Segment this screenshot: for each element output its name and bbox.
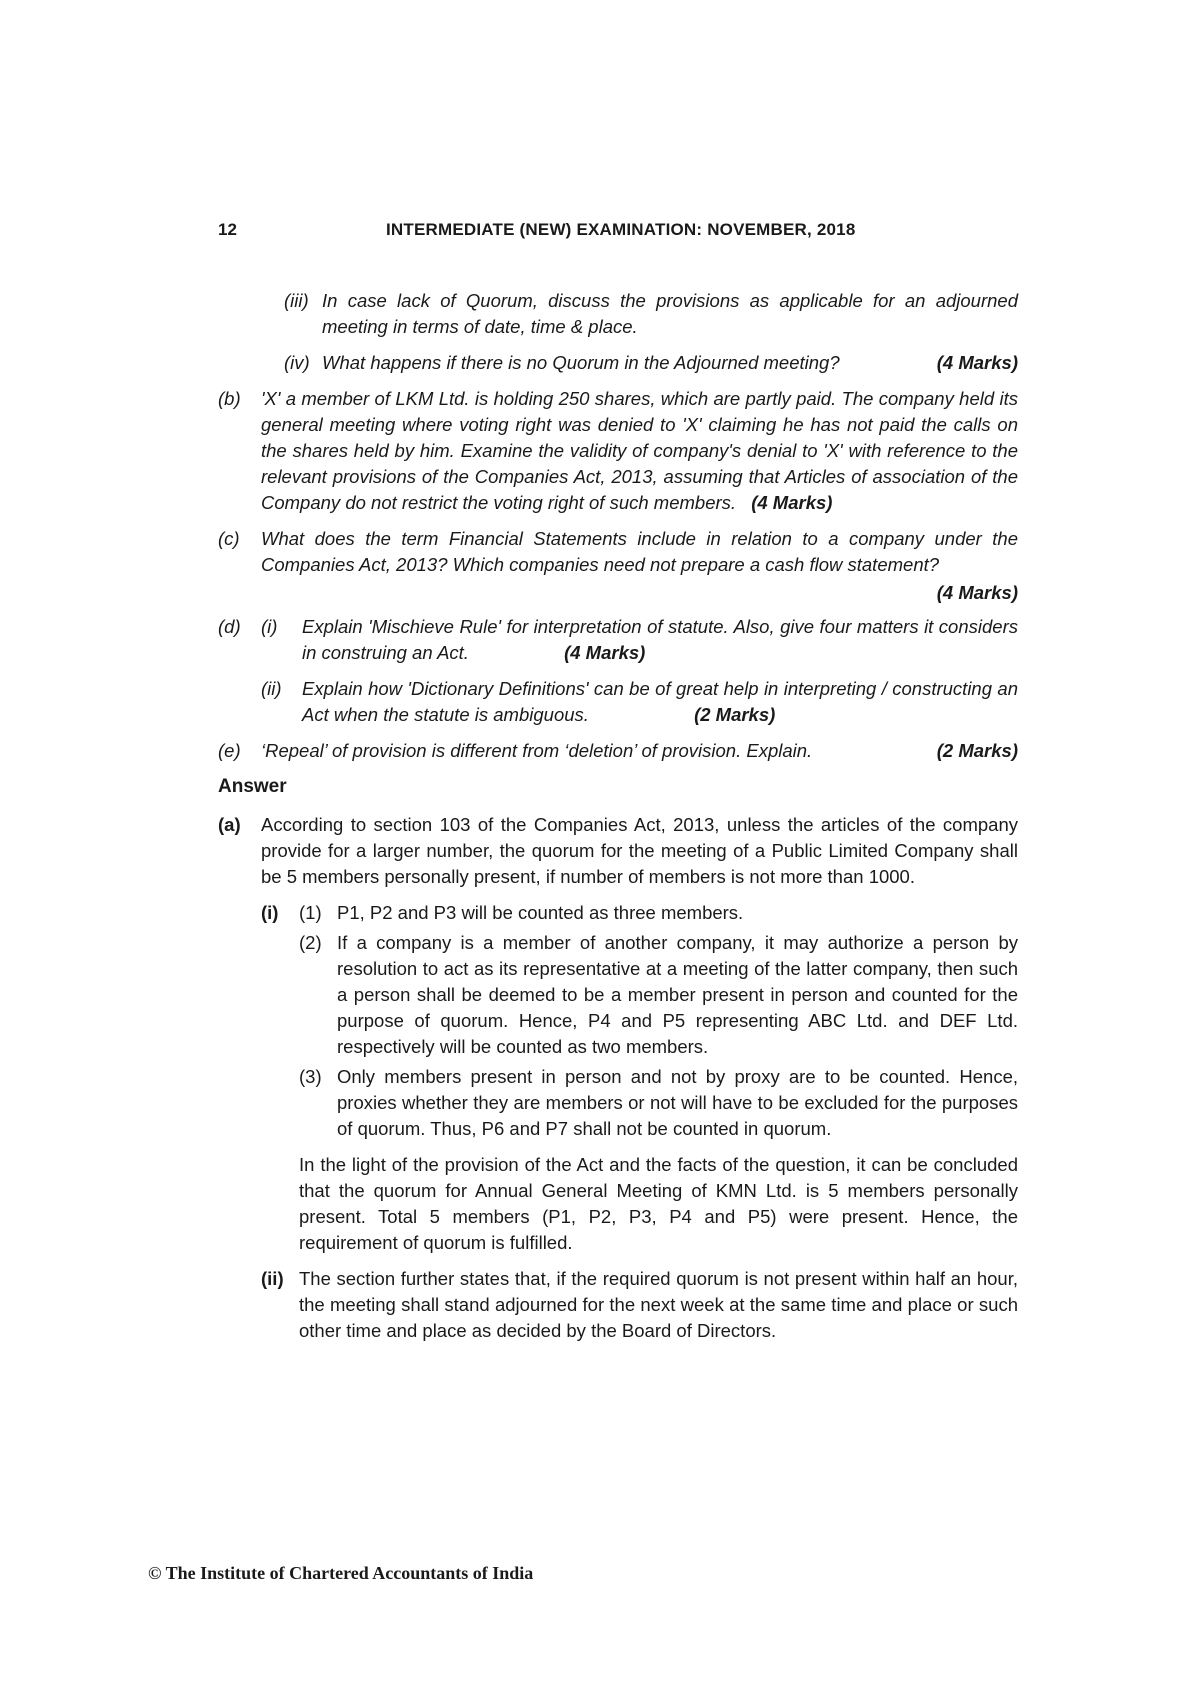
item-label: (iii)	[284, 290, 309, 311]
point-text: If a company is a member of another company, it may authorize a person by resolution to act as its representative at a meeting of the latter company, then such a person shall be deemed to be a member present in person and counted for the purpose of quorum. Hence, P4 and P5 representing ABC Ltd. and DEF Ltd. respectively will be counted as two members.	[337, 932, 1018, 1057]
copyright-footer: © The Institute of Chartered Accountants of India	[148, 1563, 534, 1583]
sub-item-label: (i)	[261, 616, 278, 637]
question-c	[218, 526, 1018, 578]
item-label: (d)	[218, 616, 241, 637]
marks-label: (4 Marks)	[936, 582, 1018, 603]
item-label: (b)	[218, 388, 241, 409]
answer-a-ii	[261, 1266, 1018, 1344]
answer-a-i-2	[299, 930, 1018, 1060]
item-text: In case lack of Quorum, discuss the provisions as applicable for an adjourned meeting in terms of date, time & place.	[322, 290, 1018, 337]
item-label: (iv)	[284, 352, 310, 373]
item-text: The section further states that, if the required quorum is not present within half an hour, the meeting shall stand adjourned for the next week at the same time and place or such other time and place as decided by the Board of Directors.	[299, 1268, 1018, 1341]
marks-label: (2 Marks)	[936, 740, 1018, 761]
item-text: What happens if there is no Quorum in the Adjourned meeting?	[322, 352, 840, 373]
answer-a-i-1	[261, 900, 1018, 926]
marks-label: (2 Marks)	[694, 704, 776, 725]
sub-item-label: (ii)	[261, 1268, 284, 1289]
answer-heading: Answer	[218, 776, 287, 797]
question-a-iii	[284, 288, 1018, 340]
item-label: (a)	[218, 814, 241, 835]
item-label: (e)	[218, 740, 241, 761]
page-content	[218, 288, 1018, 1354]
point-text: P1, P2 and P3 will be counted as three members.	[337, 902, 744, 923]
sub-item-label: (ii)	[261, 678, 282, 699]
marks-label: (4 Marks)	[564, 642, 646, 663]
point-label: (2)	[299, 932, 322, 953]
point-label: (3)	[299, 1066, 322, 1087]
question-e	[218, 738, 1018, 764]
marks-label: (4 Marks)	[751, 492, 833, 513]
answer-a-i-conclusion	[299, 1152, 1018, 1256]
answer-a	[218, 812, 1018, 890]
point-text: Only members present in person and not by proxy are to be counted. Hence, proxies whether they are members or not will have to be excluded for the purposes of quorum. Thus, P6 and P7 shall not be counted in quorum.	[337, 1066, 1018, 1139]
item-text: According to section 103 of the Companies Act, 2013, unless the articles of the company provide for a larger number, the quorum for the meeting of a Public Limited Company shall be 5 members personally present, if number of members is not more than 1000.	[261, 814, 1018, 887]
item-text: ‘Repeal’ of provision is different from ‘deletion’ of provision. Explain.	[261, 740, 813, 761]
conclusion-text: In the light of the provision of the Act and the facts of the question, it can be concluded that the quorum for Annual General Meeting of KMN Ltd. is 5 members personally present. Total 5 members (P1, P2, P3, P4 and P5) were present. Hence, the requirement of quorum is fulfilled.	[299, 1154, 1018, 1253]
item-text: Explain how 'Dictionary Definitions' can be of great help in interpreting / constructing an Act when the statute is ambiguous.	[302, 678, 1018, 725]
point-label: (1)	[299, 902, 322, 923]
item-text: What does the term Financial Statements include in relation to a company under the Companies Act, 2013? Which companies need not prepare a cash flow statement?	[261, 528, 1018, 575]
page-number: 12	[218, 220, 237, 239]
item-text: 'X' a member of LKM Ltd. is holding 250 shares, which are partly paid. The company held its general meeting where voting right was denied to 'X' claiming he has not paid the calls on the shares held by him. Examine the validity of company's denial to 'X' with reference to the relevant provisions of the Companies Act, 2013, assuming that Articles of association of the Company do not restrict the voting right of such members.	[261, 388, 1018, 513]
question-d-ii	[261, 676, 1018, 728]
question-b	[218, 386, 1018, 516]
sub-item-label: (i)	[261, 902, 279, 923]
question-a-iv	[284, 350, 1018, 376]
marks-label: (4 Marks)	[936, 352, 1018, 373]
answer-a-i-3	[299, 1064, 1018, 1142]
item-text: Explain 'Mischieve Rule' for interpretation of statute. Also, give four matters it considers in construing an Act.	[302, 616, 1018, 663]
exam-title: INTERMEDIATE (NEW) EXAMINATION: NOVEMBER, 2018	[386, 220, 856, 239]
question-d-i	[218, 614, 1018, 666]
item-label: (c)	[218, 528, 240, 549]
